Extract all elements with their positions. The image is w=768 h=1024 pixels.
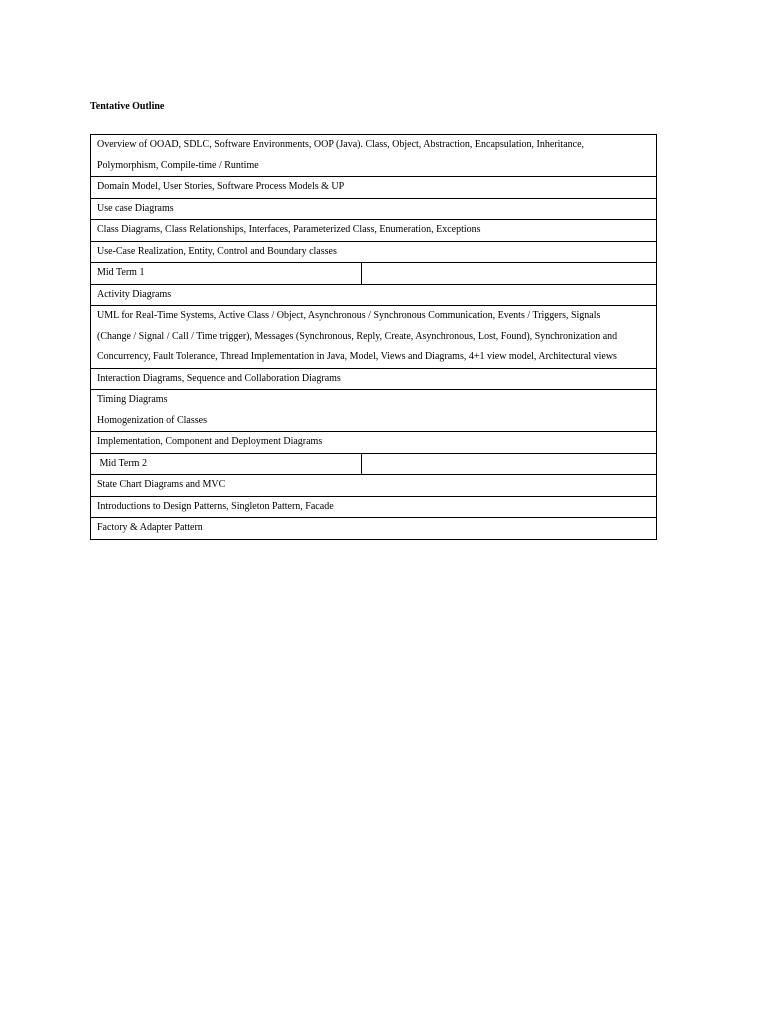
outline-row <box>91 198 657 220</box>
outline-topic-line: Polymorphism, Compile-time / Runtime <box>97 159 259 171</box>
outline-topic-line: Mid Term 1 <box>97 267 145 278</box>
outline-row <box>91 518 657 540</box>
outline-topic-cell <box>91 284 657 306</box>
outline-topic-line: Homogenization of Classes <box>97 414 207 426</box>
outline-topic-line: Introductions to Design Patterns, Singleton Pattern, Facade <box>97 500 334 512</box>
outline-row <box>91 432 657 454</box>
outline-topic-cell <box>91 453 362 475</box>
outline-topic-cell <box>91 220 657 242</box>
outline-topic-line: Timing Diagrams <box>97 394 168 405</box>
outline-topic-line: Use-Case Realization, Entity, Control and Boundary classes <box>97 245 337 257</box>
outline-row-midterm <box>91 263 657 285</box>
outline-topic-line: Activity Diagrams <box>97 288 172 300</box>
outline-topic-cell <box>91 518 657 540</box>
outline-topic-cell <box>91 390 657 432</box>
outline-row-midterm <box>91 453 657 475</box>
outline-topic-line: Overview of OOAD, SDLC, Software Environments, OOP (Java). Class, Object, Abstraction, Encapsulation, Inheritance, <box>97 139 585 150</box>
outline-topic-line: Mid Term 2 <box>97 457 147 469</box>
outline-empty-cell <box>362 453 657 475</box>
outline-table-body <box>91 135 657 540</box>
outline-topic-line: Factory & Adapter Pattern <box>97 522 203 533</box>
outline-topic-line: State Chart Diagrams and MVC <box>97 479 226 490</box>
outline-topic-cell <box>91 241 657 263</box>
outline-row <box>91 284 657 306</box>
page-title: Tentative Outline <box>90 101 165 112</box>
outline-topic-cell <box>91 135 657 177</box>
outline-row <box>91 390 657 432</box>
outline-row <box>91 241 657 263</box>
outline-topic-cell <box>91 177 657 199</box>
outline-table <box>90 134 657 540</box>
outline-empty-cell <box>362 263 657 285</box>
outline-row <box>91 475 657 497</box>
outline-topic-cell <box>91 496 657 518</box>
outline-topic-line: (Change / Signal / Call / Time trigger), Messages (Synchronous, Reply, Create, Asynchronous, Lost, Found), Synchronization and <box>97 330 618 342</box>
outline-row <box>91 177 657 199</box>
outline-topic-line: Domain Model, User Stories, Software Process Models & UP <box>97 181 345 192</box>
outline-topic-cell <box>91 432 657 454</box>
outline-topic-line: Use case Diagrams <box>97 202 174 214</box>
outline-topic-cell <box>91 475 657 497</box>
outline-topic-cell <box>91 306 657 369</box>
outline-topic-cell <box>91 368 657 390</box>
outline-topic-cell <box>91 198 657 220</box>
outline-row <box>91 220 657 242</box>
outline-row <box>91 496 657 518</box>
outline-topic-line: Interaction Diagrams, Sequence and Collaboration Diagrams <box>97 372 341 384</box>
outline-topic-line: Class Diagrams, Class Relationships, Interfaces, Parameterized Class, Enumeration, Exceptions <box>97 224 481 235</box>
outline-topic-cell <box>91 263 362 285</box>
outline-row <box>91 368 657 390</box>
outline-row <box>91 306 657 369</box>
outline-row <box>91 135 657 177</box>
outline-topic-line: Concurrency, Fault Tolerance, Thread Implementation in Java, Model, Views and Diagrams, 4+1 view model, Architectural views <box>97 351 617 362</box>
outline-topic-line: Implementation, Component and Deployment Diagrams <box>97 436 323 447</box>
outline-topic-line: UML for Real-Time Systems, Active Class / Object, Asynchronous / Synchronous Communication, Events / Triggers, Signals <box>97 310 601 321</box>
